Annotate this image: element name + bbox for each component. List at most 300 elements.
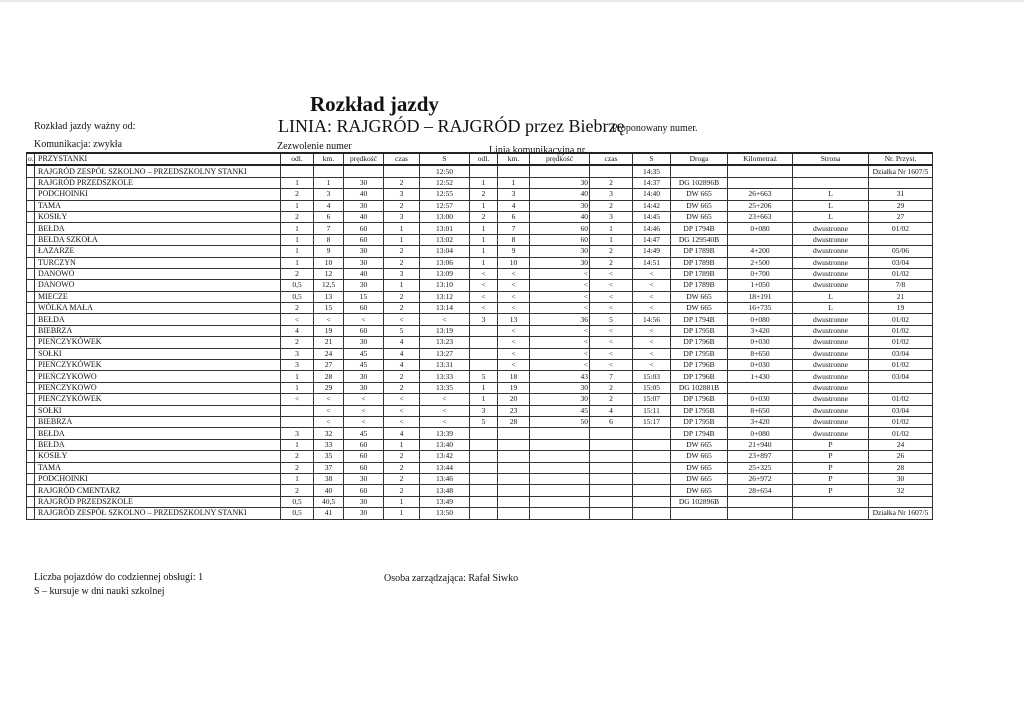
distance-return-cell (470, 439, 498, 450)
travel-time-return-cell: < (590, 268, 633, 279)
departure-s-cell: 13:27 (420, 348, 470, 359)
road-cell: DP 1789B (671, 268, 728, 279)
table-row (27, 485, 933, 496)
km-return-cell: 4 (498, 200, 530, 211)
distance-return-cell: 5 (470, 371, 498, 382)
mileage-cell: 26+663 (728, 189, 793, 200)
side-cell: L (793, 189, 869, 200)
km-return-cell: 9 (498, 246, 530, 257)
km-cell: 12 (314, 268, 344, 279)
side-cell: dwustronne (793, 257, 869, 268)
departure-s-return-cell (633, 473, 671, 484)
distance-return-cell: 1 (470, 234, 498, 245)
side-cell: dwustronne (793, 382, 869, 393)
departure-s-cell: 13:14 (420, 303, 470, 314)
side-cell (793, 508, 869, 519)
travel-time-return-cell (590, 485, 633, 496)
table-row (27, 223, 933, 234)
row-no-cell (27, 360, 35, 371)
departure-s-cell: 13:10 (420, 280, 470, 291)
km-return-cell: 6 (498, 211, 530, 222)
row-no-cell (27, 177, 35, 188)
row-no-cell (27, 325, 35, 336)
km-cell: 27 (314, 360, 344, 371)
distance-cell: 1 (281, 257, 314, 268)
road-cell: DP 1795B (671, 416, 728, 427)
side-cell: P (793, 462, 869, 473)
row-no-cell (27, 223, 35, 234)
mileage-cell: 26+972 (728, 473, 793, 484)
row-no-cell (27, 439, 35, 450)
travel-time-cell: < (384, 394, 420, 405)
col-header-no: o. (27, 153, 35, 165)
distance-return-cell: 1 (470, 257, 498, 268)
travel-time-cell: 3 (384, 268, 420, 279)
speed-cell: 40 (344, 189, 384, 200)
departure-s-return-cell: 15:07 (633, 394, 671, 405)
distance-cell: 3 (281, 348, 314, 359)
table-row (27, 405, 933, 416)
distance-cell: < (281, 314, 314, 325)
table-row (27, 234, 933, 245)
speed-cell: < (344, 405, 384, 416)
mileage-cell: 25+206 (728, 200, 793, 211)
mileage-cell (728, 496, 793, 507)
stop-name-cell: PODCHOINKI (35, 473, 281, 484)
row-no-cell (27, 508, 35, 519)
scan-edge (0, 0, 1024, 2)
km-cell: 1 (314, 177, 344, 188)
km-cell: < (314, 405, 344, 416)
travel-time-cell: 4 (384, 337, 420, 348)
col-header-stop-number: Nr. Przyst. (869, 153, 933, 165)
table-row (27, 371, 933, 382)
road-cell: DP 1789B (671, 246, 728, 257)
speed-cell: 30 (344, 371, 384, 382)
km-return-cell: 19 (498, 382, 530, 393)
table-row (27, 416, 933, 427)
km-cell: 3 (314, 189, 344, 200)
distance-cell: 4 (281, 325, 314, 336)
speed-return-cell: 40 (530, 189, 590, 200)
travel-time-return-cell: < (590, 291, 633, 302)
travel-time-return-cell: < (590, 337, 633, 348)
km-return-cell: 18 (498, 371, 530, 382)
travel-time-cell: 2 (384, 371, 420, 382)
departure-s-return-cell: 14:42 (633, 200, 671, 211)
col-header-km: km. (314, 153, 344, 165)
km-return-cell (498, 439, 530, 450)
departure-s-cell: 12:57 (420, 200, 470, 211)
speed-return-cell: < (530, 268, 590, 279)
km-return-cell: 10 (498, 257, 530, 268)
stop-number-cell: 03/04 (869, 371, 933, 382)
table-row (27, 177, 933, 188)
col-header-speed: prędkość (344, 153, 384, 165)
table-row (27, 165, 933, 177)
side-cell: dwustronne (793, 314, 869, 325)
travel-time-cell: 5 (384, 325, 420, 336)
speed-cell: 45 (344, 360, 384, 371)
side-cell: L (793, 291, 869, 302)
speed-cell: < (344, 416, 384, 427)
stop-number-cell: 01/02 (869, 223, 933, 234)
stop-number-cell: 01/02 (869, 394, 933, 405)
speed-cell: 60 (344, 439, 384, 450)
row-no-cell (27, 416, 35, 427)
speed-return-cell (530, 485, 590, 496)
departure-s-return-cell (633, 508, 671, 519)
mileage-cell (728, 165, 793, 177)
travel-time-return-cell (590, 428, 633, 439)
stop-name-cell: KOSIŁY (35, 451, 281, 462)
s-legend-note: S – kursuje w dni nauki szkolnej (34, 586, 165, 597)
speed-return-cell: < (530, 325, 590, 336)
departure-s-cell: 13:04 (420, 246, 470, 257)
row-no-cell (27, 234, 35, 245)
mileage-cell: 23+897 (728, 451, 793, 462)
road-cell: DP 1789B (671, 257, 728, 268)
mileage-cell: 0+030 (728, 394, 793, 405)
stop-number-cell: 01/02 (869, 337, 933, 348)
departure-s-return-cell: 14:40 (633, 189, 671, 200)
departure-s-return-cell: 14:37 (633, 177, 671, 188)
departure-s-return-cell: 14:47 (633, 234, 671, 245)
km-return-cell (498, 508, 530, 519)
departure-s-return-cell: 14:45 (633, 211, 671, 222)
speed-cell: 60 (344, 223, 384, 234)
mileage-cell: 3+420 (728, 416, 793, 427)
distance-cell: 1 (281, 473, 314, 484)
stop-number-cell (869, 496, 933, 507)
km-cell: 4 (314, 200, 344, 211)
km-return-cell (498, 462, 530, 473)
table-row (27, 211, 933, 222)
side-cell: dwustronne (793, 246, 869, 257)
distance-cell (281, 416, 314, 427)
travel-time-return-cell (590, 462, 633, 473)
stop-name-cell: KOSIŁY (35, 211, 281, 222)
distance-return-cell (470, 337, 498, 348)
distance-return-cell (470, 473, 498, 484)
travel-time-cell: 1 (384, 223, 420, 234)
stop-name-cell: BEŁDA (35, 223, 281, 234)
stop-number-cell: 03/04 (869, 405, 933, 416)
departure-s-cell: 13:01 (420, 223, 470, 234)
distance-return-cell (470, 508, 498, 519)
distance-return-cell: < (470, 280, 498, 291)
distance-return-cell (470, 165, 498, 177)
travel-time-cell: 2 (384, 451, 420, 462)
mileage-cell: 8+650 (728, 348, 793, 359)
table-row (27, 428, 933, 439)
stop-name-cell: PODCHOINKI (35, 189, 281, 200)
row-no-cell (27, 314, 35, 325)
speed-return-cell (530, 496, 590, 507)
col-header-speed-2: prędkość (530, 153, 590, 165)
speed-cell: 60 (344, 234, 384, 245)
line-subtitle: LINIA: RAJGRÓD – RAJGRÓD przez Biebrzę (278, 116, 625, 136)
stop-name-cell: BEŁDA (35, 314, 281, 325)
km-return-cell: 23 (498, 405, 530, 416)
stop-number-cell: 7/8 (869, 280, 933, 291)
speed-cell: 30 (344, 200, 384, 211)
stop-number-cell: 29 (869, 200, 933, 211)
page-title: Rozkład jazdy (310, 92, 439, 116)
distance-cell: 2 (281, 337, 314, 348)
travel-time-cell: 4 (384, 360, 420, 371)
travel-time-cell: < (384, 416, 420, 427)
stop-number-cell: 03/04 (869, 348, 933, 359)
table-row (27, 348, 933, 359)
km-cell: 29 (314, 382, 344, 393)
departure-s-return-cell: 14:46 (633, 223, 671, 234)
travel-time-cell: 2 (384, 200, 420, 211)
travel-time-cell: 2 (384, 303, 420, 314)
travel-time-cell: 2 (384, 462, 420, 473)
distance-return-cell: 1 (470, 394, 498, 405)
table-row (27, 473, 933, 484)
table-row (27, 291, 933, 302)
speed-return-cell: 50 (530, 416, 590, 427)
road-cell: DP 1796B (671, 337, 728, 348)
stop-number-cell: 30 (869, 473, 933, 484)
speed-cell: 60 (344, 485, 384, 496)
distance-return-cell: < (470, 303, 498, 314)
speed-return-cell: 40 (530, 211, 590, 222)
travel-time-cell: < (384, 405, 420, 416)
table-row (27, 394, 933, 405)
departure-s-return-cell (633, 496, 671, 507)
stop-name-cell: BIEBRZA (35, 416, 281, 427)
travel-time-return-cell: 2 (590, 257, 633, 268)
stop-name-cell: PIEŃCZYKOWO (35, 382, 281, 393)
table-row (27, 314, 933, 325)
stop-name-cell: RAJGRÓD CMENTARZ (35, 485, 281, 496)
side-cell: dwustronne (793, 416, 869, 427)
departure-s-return-cell: < (633, 325, 671, 336)
distance-cell: 2 (281, 211, 314, 222)
km-cell: 28 (314, 371, 344, 382)
departure-s-cell: < (420, 405, 470, 416)
distance-return-cell (470, 348, 498, 359)
stop-number-cell (869, 234, 933, 245)
speed-cell: 30 (344, 382, 384, 393)
speed-cell: 45 (344, 348, 384, 359)
col-header-road: Droga (671, 153, 728, 165)
stop-number-cell: Działka Nr 1607/5 (869, 508, 933, 519)
table-row (27, 303, 933, 314)
distance-return-cell (470, 496, 498, 507)
side-cell: L (793, 303, 869, 314)
speed-return-cell: < (530, 291, 590, 302)
road-cell: DP 1795B (671, 348, 728, 359)
travel-time-return-cell: 6 (590, 416, 633, 427)
mileage-cell: 28+654 (728, 485, 793, 496)
travel-time-cell: 3 (384, 211, 420, 222)
road-cell: DW 665 (671, 439, 728, 450)
speed-return-cell: 30 (530, 257, 590, 268)
km-cell: 24 (314, 348, 344, 359)
departure-s-return-cell (633, 462, 671, 473)
departure-s-cell: < (420, 314, 470, 325)
km-cell: 9 (314, 246, 344, 257)
row-no-cell (27, 246, 35, 257)
km-cell: < (314, 394, 344, 405)
road-cell: DP 1796B (671, 371, 728, 382)
departure-s-return-cell: < (633, 348, 671, 359)
km-return-cell: 20 (498, 394, 530, 405)
side-cell: P (793, 439, 869, 450)
distance-cell: 1 (281, 439, 314, 450)
side-cell (793, 165, 869, 177)
mileage-cell: 1+050 (728, 280, 793, 291)
distance-cell: 2 (281, 485, 314, 496)
road-cell: DP 1789B (671, 280, 728, 291)
travel-time-cell: 2 (384, 473, 420, 484)
km-return-cell: 1 (498, 177, 530, 188)
side-cell: dwustronne (793, 268, 869, 279)
table-row (27, 280, 933, 291)
road-cell: DG 129540B (671, 234, 728, 245)
km-return-cell (498, 496, 530, 507)
stop-name-cell: BIEBRZA (35, 325, 281, 336)
row-no-cell (27, 165, 35, 177)
col-header-mileage: Kilometraż (728, 153, 793, 165)
speed-return-cell: 30 (530, 394, 590, 405)
travel-time-return-cell: 1 (590, 234, 633, 245)
stop-name-cell: RAJGRÓD PRZEDSZKOLE (35, 177, 281, 188)
distance-return-cell (470, 462, 498, 473)
km-return-cell: < (498, 360, 530, 371)
distance-return-cell: 2 (470, 211, 498, 222)
speed-cell: 30 (344, 246, 384, 257)
road-cell: DW 665 (671, 473, 728, 484)
road-cell: DP 1794B (671, 223, 728, 234)
row-no-cell (27, 382, 35, 393)
distance-cell: 1 (281, 223, 314, 234)
side-cell: P (793, 485, 869, 496)
stop-name-cell: MIECZE (35, 291, 281, 302)
side-cell: dwustronne (793, 394, 869, 405)
km-cell: 38 (314, 473, 344, 484)
road-cell: DW 665 (671, 189, 728, 200)
row-no-cell (27, 268, 35, 279)
distance-cell (281, 165, 314, 177)
table-row (27, 508, 933, 519)
stop-number-cell: 26 (869, 451, 933, 462)
distance-cell: < (281, 394, 314, 405)
table-row (27, 246, 933, 257)
stop-name-cell: DANOWO (35, 268, 281, 279)
travel-time-cell (384, 165, 420, 177)
departure-s-cell: < (420, 394, 470, 405)
stop-name-cell: PIEŃCZYKOWO (35, 371, 281, 382)
mileage-cell: 16+735 (728, 303, 793, 314)
col-header-time-2: czas (590, 153, 633, 165)
distance-cell: 0,5 (281, 508, 314, 519)
line-number-label: Linia komunikacyjna nr (489, 145, 586, 156)
vehicles-count-note: Liczba pojazdów do codziennej obsługi: 1 (34, 572, 204, 583)
km-cell: 12,5 (314, 280, 344, 291)
departure-s-return-cell: 14:51 (633, 257, 671, 268)
road-cell: DW 665 (671, 291, 728, 302)
km-return-cell (498, 451, 530, 462)
speed-cell: 30 (344, 508, 384, 519)
departure-s-return-cell: < (633, 303, 671, 314)
row-no-cell (27, 496, 35, 507)
distance-cell: 2 (281, 303, 314, 314)
table-row (27, 439, 933, 450)
speed-cell: 60 (344, 303, 384, 314)
mileage-cell: 1+430 (728, 371, 793, 382)
distance-cell: 2 (281, 189, 314, 200)
travel-time-return-cell: 2 (590, 394, 633, 405)
road-cell: DP 1796B (671, 394, 728, 405)
mileage-cell: 0+030 (728, 360, 793, 371)
travel-time-return-cell (590, 165, 633, 177)
distance-return-cell (470, 325, 498, 336)
mileage-cell: 8+650 (728, 405, 793, 416)
km-return-cell: 8 (498, 234, 530, 245)
stop-number-cell: 19 (869, 303, 933, 314)
road-cell: DW 665 (671, 303, 728, 314)
speed-cell: 40 (344, 268, 384, 279)
mileage-cell: 2+500 (728, 257, 793, 268)
table-row (27, 360, 933, 371)
km-return-cell (498, 485, 530, 496)
stop-name-cell: SOŁKI (35, 405, 281, 416)
speed-return-cell: < (530, 303, 590, 314)
speed-return-cell: 60 (530, 223, 590, 234)
table-row (27, 257, 933, 268)
km-return-cell: < (498, 291, 530, 302)
row-no-cell (27, 394, 35, 405)
road-cell: DG 102881B (671, 382, 728, 393)
departure-s-return-cell: < (633, 360, 671, 371)
side-cell: P (793, 451, 869, 462)
speed-cell: 60 (344, 451, 384, 462)
travel-time-cell: 2 (384, 177, 420, 188)
mileage-cell: 0+080 (728, 314, 793, 325)
speed-cell: 60 (344, 325, 384, 336)
stop-name-cell: DANOWO (35, 280, 281, 291)
departure-s-cell: 13:46 (420, 473, 470, 484)
side-cell (793, 496, 869, 507)
distance-return-cell: 1 (470, 223, 498, 234)
km-return-cell (498, 165, 530, 177)
distance-cell: 1 (281, 234, 314, 245)
km-cell: 35 (314, 451, 344, 462)
departure-s-cell: 13:49 (420, 496, 470, 507)
travel-time-cell: 2 (384, 382, 420, 393)
travel-time-return-cell: 2 (590, 177, 633, 188)
speed-cell: 30 (344, 473, 384, 484)
km-return-cell: < (498, 325, 530, 336)
road-cell: DW 665 (671, 211, 728, 222)
travel-time-return-cell (590, 473, 633, 484)
row-no-cell (27, 462, 35, 473)
km-cell: 41 (314, 508, 344, 519)
communication-type-label: Komunikacja: zwykła (34, 139, 123, 150)
travel-time-cell: 1 (384, 234, 420, 245)
side-cell: dwustronne (793, 325, 869, 336)
travel-time-return-cell: 4 (590, 405, 633, 416)
table-row (27, 382, 933, 393)
table-row (27, 268, 933, 279)
side-cell: dwustronne (793, 371, 869, 382)
speed-return-cell (530, 451, 590, 462)
